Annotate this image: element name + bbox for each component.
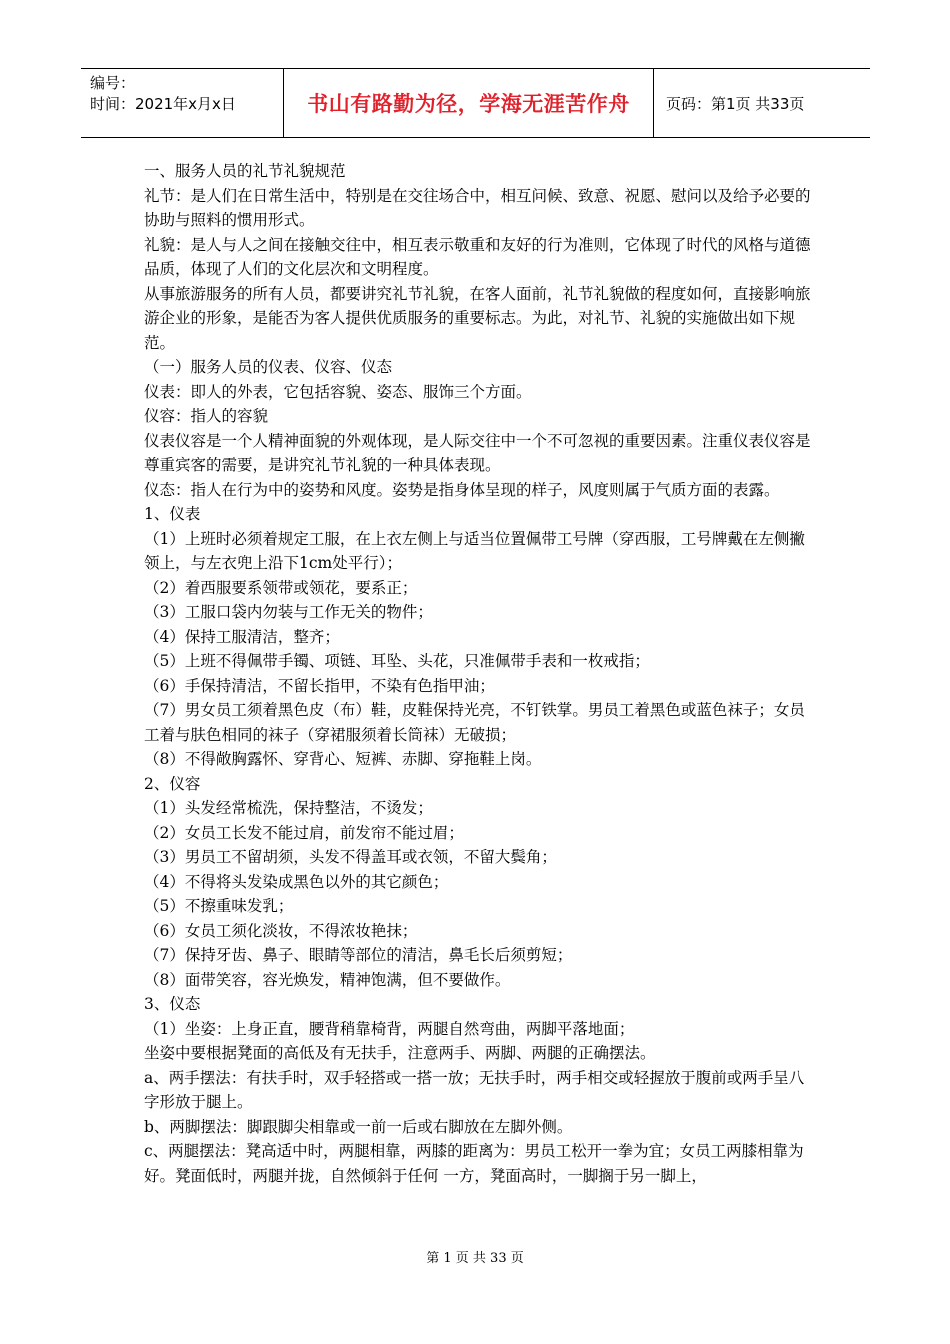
document-date: 时间：2021年x月x日 (90, 95, 236, 113)
list-item: （1）坐姿：上身正直，腰背稍靠椅背，两腿自然弯曲，两脚平落地面； (144, 1019, 635, 1038)
header-motto: 书山有路勤为径，学海无涯苦作舟 (307, 92, 630, 116)
section-heading: 一、服务人员的礼节礼貌规范 (144, 162, 346, 180)
header-meta (81, 69, 284, 137)
document-body (144, 159, 814, 1188)
list-item: （1）上班时必须着规定工服，在上衣左侧上与适当位置佩带工号牌（穿西服，工号牌戴在左侧撇领上，与左衣兜上沿下1cm处平行）； (144, 529, 805, 572)
paragraph: 仪态：指人在行为中的姿势和风度。姿势是指身体呈现的样子，风度则属于气质方面的表露。 (144, 480, 780, 499)
list-item: （2）女员工长发不能过肩，前发帘不能过眉； (144, 823, 464, 842)
header-page-info: 页码：第1页 共33页 (666, 94, 805, 113)
header-motto-cell (284, 69, 654, 137)
item-heading: 1、仪表 (144, 505, 201, 523)
list-item: （7）保持牙齿、鼻子、眼睛等部位的清洁，鼻毛长后须剪短； (144, 946, 573, 964)
item-heading: 2、仪容 (144, 774, 201, 793)
list-item: a、两手摆法：有扶手时，双手轻搭或一搭一放；无扶手时，两手相交或轻握放于腹前或两手呈八字形放于腿上。 (144, 1068, 805, 1111)
paragraph: 从事旅游服务的所有人员，都要讲究礼节礼貌，在客人面前，礼节礼貌做的程度如何，直接影响旅游企业的形象，是能否为客人提供优质服务的重要标志。为此，对礼节、礼貌的实施做出如下规范。 (144, 284, 811, 352)
list-item: b、两脚摆法：脚跟脚尖相靠或一前一后或右脚放在左脚外侧。 (144, 1117, 573, 1136)
list-item: c、两腿摆法：凳高适中时，两腿相靠，两膝的距离为：男员工松开一拳为宜；女员工两膝相靠为好。凳面低时，两腿并拢，自然倾斜于任何 一方，凳面高时，一脚搁于另一脚上， (144, 1142, 804, 1185)
page-header (81, 68, 870, 138)
list-item: （6）女员工须化淡妆，不得浓妆艳抹； (144, 921, 418, 940)
list-item: （5）不擦重味发乳； (144, 897, 294, 915)
paragraph: 仪容：指人的容貌 (144, 407, 269, 425)
paragraph: 坐姿中要根据凳面的高低及有无扶手，注意两手、两脚、两腿的正确摆法。 (144, 1044, 656, 1062)
list-item: （3）男员工不留胡须，头发不得盖耳或衣领，不留大鬓角； (144, 848, 557, 866)
list-item: （6）手保持清洁，不留长指甲，不染有色指甲油； (144, 676, 495, 695)
list-item: （2）着西服要系领带或领花，要系正； (144, 578, 418, 597)
list-item: （8）不得敞胸露怀、穿背心、短裤、赤脚、穿拖鞋上岗。 (144, 750, 542, 768)
document-number-label: 编号： (90, 74, 136, 92)
list-item: （7）男女员工须着黑色皮（布）鞋，皮鞋保持光亮，不钉铁掌。男员工着黑色或蓝色袜子；女员工着与肤色相同的袜子（穿裙服须着长筒袜）无破损； (144, 701, 805, 744)
list-item: （5）上班不得佩带手镯、项链、耳坠、头花，只准佩带手表和一枚戒指； (144, 652, 650, 670)
paragraph: 仪表：即人的外表，它包括容貌、姿态、服饰三个方面。 (144, 382, 532, 401)
paragraph: 礼貌：是人与人之间在接触交往中，相互表示敬重和友好的行为准则，它体现了时代的风格与道德品质，体现了人们的文化层次和文明程度。 (144, 235, 811, 278)
paragraph: 仪表仪容是一个人精神面貌的外观体现，是人际交往中一个不可忽视的重要因素。注重仪表仪容是尊重宾客的需要，是讲究礼节礼貌的一种具体表现。 (144, 431, 811, 474)
list-item: （3）工服口袋内勿装与工作无关的物件； (144, 603, 433, 621)
header-page-info-cell (654, 69, 870, 137)
list-item: （4）不得将头发染成黑色以外的其它颜色； (144, 872, 449, 891)
list-item: （8）面带笑容，容光焕发，精神饱满，但不要做作。 (144, 970, 511, 989)
subsection-heading: （一）服务人员的仪表、仪容、仪态 (144, 358, 393, 376)
list-item: （4）保持工服清洁，整齐； (144, 627, 340, 646)
item-heading: 3、仪态 (144, 995, 201, 1013)
page-footer: 第 1 页 共 33 页 (426, 1251, 524, 1266)
paragraph: 礼节：是人们在日常生活中，特别是在交往场合中，相互问候、致意、祝愿、慰问以及给予必要的协助与照料的惯用形式。 (144, 186, 811, 229)
list-item: （1）头发经常梳洗，保持整洁，不烫发； (144, 799, 433, 817)
